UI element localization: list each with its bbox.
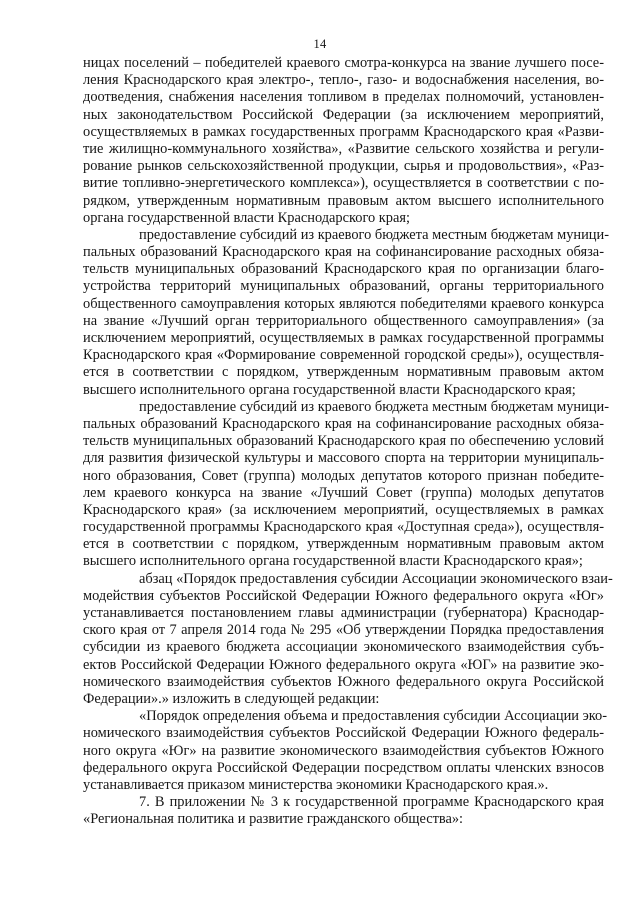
text-line: высшего исполнительного органа государственной власти Краснодарского края»; bbox=[83, 553, 583, 570]
text-line: лем краевого конкурса на звание «Лучший Совет (группа) молодых депутатов bbox=[83, 484, 604, 501]
text-line: общественного самоуправления которых являются победителями краевого конкурса bbox=[83, 295, 604, 312]
text-line: 7. В приложении № 3 к государственной программе Краснодарского края bbox=[139, 794, 604, 811]
text-line: ется в соответствии с порядком, утвержденным нормативным правовым актом bbox=[83, 364, 604, 381]
text-line: ектов Российской Федерации Южного федерального округа «ЮГ» на развитие эко- bbox=[83, 656, 604, 673]
text-line: рование рынков сельскохозяйственной продукции, сырья и продовольствия», «Раз- bbox=[83, 158, 604, 175]
text-line: пальных образований Краснодарского края на софинансирование расходных обяза- bbox=[83, 244, 604, 261]
text-line: предоставление субсидий из краевого бюджета местным бюджетам муници- bbox=[139, 226, 609, 243]
text-line: ного округа «Юг» на развитие экономического взаимодействия субъектов Южного bbox=[83, 742, 604, 759]
text-line: устанавливается постановлением главы администрации (губернатора) Краснодар- bbox=[83, 605, 604, 621]
page-number: 14 bbox=[313, 37, 327, 51]
document-body bbox=[83, 55, 613, 828]
text-line: исключением мероприятий, осуществляемых в рамках государственной программы bbox=[83, 330, 604, 346]
text-line: на звание «Лучший орган территориального общественного самоуправления» (за bbox=[83, 312, 604, 329]
text-line: органа государственной власти Краснодарского края; bbox=[83, 209, 410, 226]
text-line: осуществляемых в рамках государственных программ Краснодарского края «Разви- bbox=[83, 123, 604, 140]
text-line: предоставление субсидий из краевого бюджета местным бюджетам муници- bbox=[139, 398, 609, 415]
text-line: Краснодарского края» (за исключением мероприятий, осуществляемых в рамках bbox=[83, 501, 604, 518]
text-line: ницах поселений – победителей краевого смотра-конкурса на звание лучшего посе- bbox=[83, 55, 604, 71]
text-line: пальных образований Краснодарского края на софинансирование расходных обяза- bbox=[83, 415, 604, 432]
text-line: модействия субъектов Российской Федерации Южного федерального округа «Юг» bbox=[83, 587, 604, 604]
text-line: доотведения, снабжения населения топливом в пределах полномочий, установлен- bbox=[83, 89, 604, 106]
text-line: ского края от 7 апреля 2014 года № 295 «Об утверждении Порядка предоставления bbox=[83, 622, 604, 639]
text-line: устанавливается приказом министерства экономики Краснодарского края.». bbox=[83, 776, 549, 793]
text-line: витие топливно-энергетического комплекса»), осуществляется в соответствии с по- bbox=[83, 175, 604, 192]
text-line: тие жилищно-коммунального хозяйства», «Развитие сельского хозяйства и регули- bbox=[83, 140, 604, 157]
text-line: номического взаимодействия субъектов Российской Федерации Южного федераль- bbox=[83, 725, 604, 742]
text-line: устройства территорий муниципальных образований, органы территориального bbox=[83, 278, 604, 295]
text-line: ется в соответствии с порядком, утвержденным нормативным правовым актом bbox=[83, 536, 604, 553]
text-line: Краснодарского края «Формирование современной городской среды»), осуществля- bbox=[83, 347, 604, 364]
text-line: абзац «Порядок предоставления субсидии Ассоциации экономического взаи- bbox=[139, 570, 613, 587]
text-line: «Порядок определения объема и предоставления субсидии Ассоциации эко- bbox=[139, 708, 608, 725]
text-line: государственной программы Краснодарского края «Доступная среда»), осуществля- bbox=[83, 519, 604, 536]
text-line: федерального округа Российской Федерации посредством оплаты членских взносов bbox=[83, 759, 604, 776]
text-line: для развития физической культуры и массового спорта на территории муниципаль- bbox=[83, 450, 604, 467]
text-line: Федерации».» изложить в следующей редакции: bbox=[83, 690, 380, 707]
text-line: ления Краснодарского края электро-, тепло-, газо- и водоснабжения населения, во- bbox=[83, 72, 604, 89]
text-line: «Региональная политика и развитие гражданского общества»: bbox=[83, 811, 464, 828]
text-line: ных законодательством Российской Федерации (за исключением мероприятий, bbox=[83, 106, 604, 123]
text-line: рядком, утвержденным нормативным правовым актом высшего исполнительного bbox=[83, 192, 604, 209]
text-line: ного образования, Совет (группа) молодых депутатов которого признан победите- bbox=[83, 467, 604, 484]
text-line: тельств муниципальных образований Краснодарского края по организации благо- bbox=[83, 261, 604, 278]
text-line: тельств муниципальных образований Краснодарского края по обеспечению условий bbox=[83, 433, 604, 450]
text-line: номического взаимодействия субъектов Южного федерального округа Российской bbox=[83, 673, 604, 690]
text-line: субсидии из краевого бюджета ассоциации экономического взаимодействия субъ- bbox=[83, 639, 604, 656]
text-line: высшего исполнительного органа государственной власти Краснодарского края; bbox=[83, 381, 576, 398]
